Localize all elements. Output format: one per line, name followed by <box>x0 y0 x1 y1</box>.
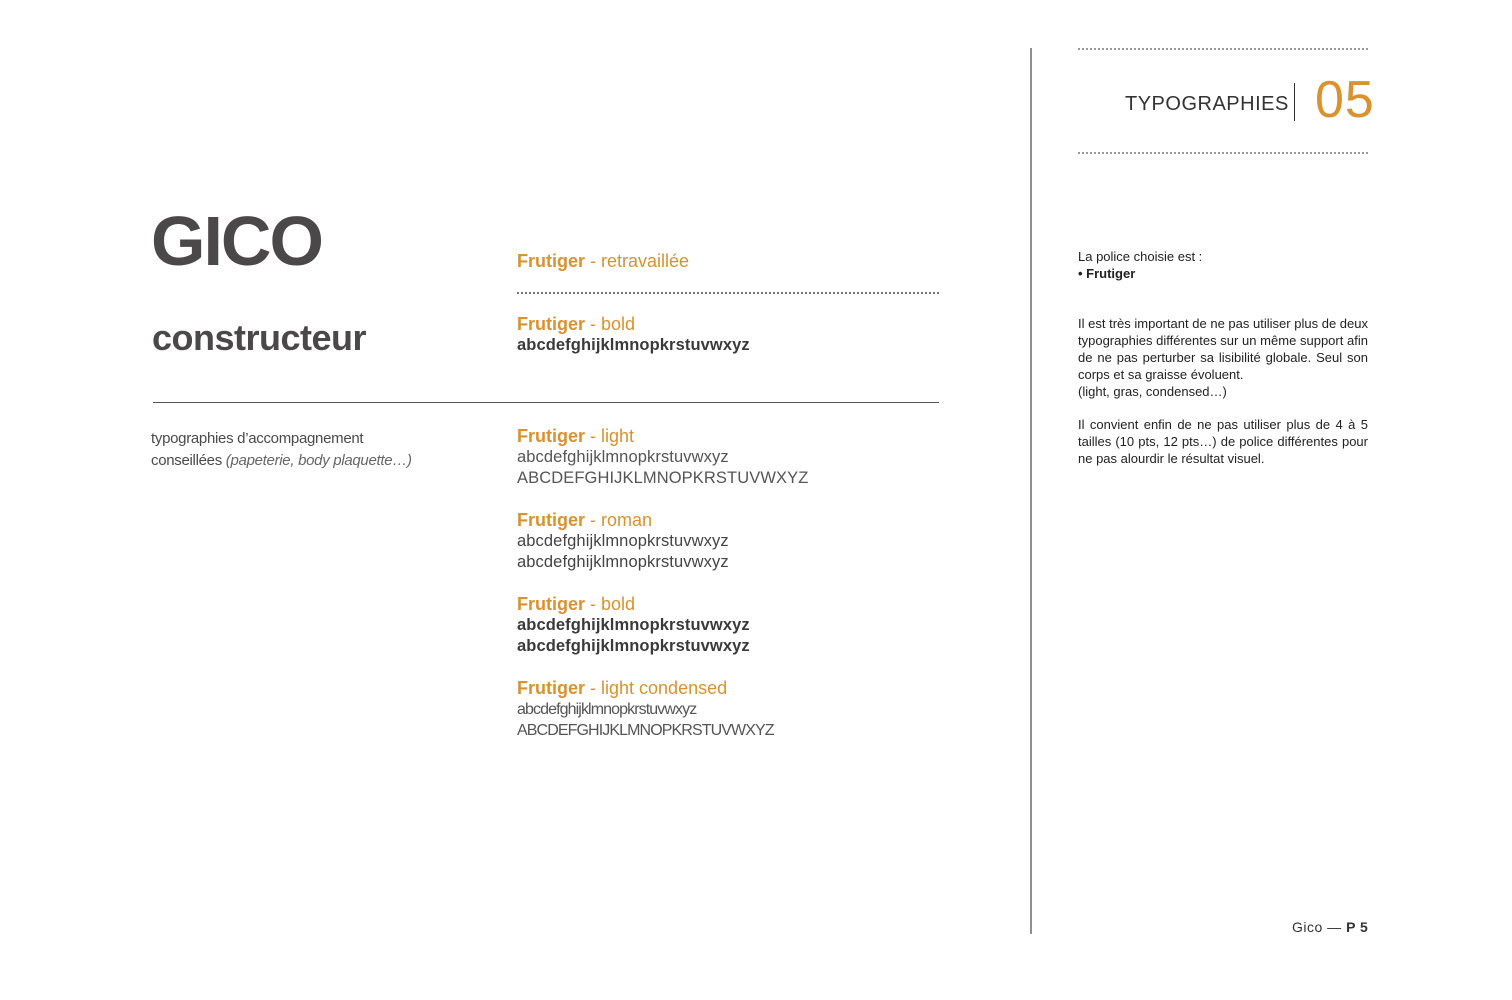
page-footer <box>1292 919 1368 935</box>
companion-line1: typographies d’accompagnement <box>151 430 364 447</box>
footer-name: Gico — <box>1292 919 1347 935</box>
sample-family: Frutiger <box>517 678 586 698</box>
sample-line: abcdefghijklmnopkrstuvwxyz <box>517 553 729 571</box>
sample-weight: - light condensed <box>585 678 728 698</box>
sample-line: abcdefghijklmnopkrstuvwxyz <box>517 448 729 466</box>
sample-bold <box>517 594 750 657</box>
sample-weight: - bold <box>585 594 636 614</box>
chosen-font-block <box>1078 248 1368 282</box>
usage-paragraph-2-text: Il convient enfin de ne pas utiliser plus de 4 à 5 tailles (10 pts, 12 pts…) de police différentes pour ne pas alourdir le résultat visuel. <box>1078 417 1368 466</box>
sample-weight: - bold <box>585 314 636 334</box>
sample-weight: - roman <box>585 510 653 530</box>
sample-heading <box>517 678 774 699</box>
usage-paragraph-1-text: Il est très important de ne pas utiliser plus de deux typographies différentes sur un même support afin de ne pas perturber sa lisibilité globale. Seul son corps et sa graisse évoluent. <box>1078 316 1368 382</box>
horizontal-divider <box>153 402 939 403</box>
sample-heading <box>517 314 750 335</box>
chosen-font-bullet: • Frutiger <box>1078 266 1136 281</box>
sample-bold-logo <box>517 314 750 356</box>
sample-heading <box>517 510 729 531</box>
sample-family: Frutiger <box>517 426 586 446</box>
header-dotted-rule-bottom <box>1078 152 1368 154</box>
usage-paragraph-2 <box>1078 416 1368 467</box>
sample-heading <box>517 251 689 272</box>
page-number: P 5 <box>1346 919 1369 935</box>
section-title: TYPOGRAPHIES <box>1125 93 1289 115</box>
companion-typography-label <box>151 428 412 472</box>
sample-family: Frutiger <box>517 314 586 334</box>
sample-heading <box>517 594 750 615</box>
sample-retravaillee <box>517 251 689 272</box>
vertical-divider <box>1030 48 1032 934</box>
sample-heading <box>517 426 808 447</box>
section-number: 05 <box>1315 71 1375 129</box>
section-separator <box>1294 83 1295 121</box>
header-dotted-rule-top <box>1078 48 1368 50</box>
sample-roman <box>517 510 729 573</box>
chosen-font-intro: La police choisie est : <box>1078 249 1203 264</box>
dotted-divider <box>517 292 939 294</box>
sample-weight: - light <box>585 426 635 446</box>
sample-line: abcdefghijklmnopkrstuvwxyz <box>517 616 750 634</box>
sample-line: abcdefghijklmnopkrstuvwxyz <box>517 701 697 718</box>
companion-line2-wrap <box>151 450 412 472</box>
brand-title: GICO <box>151 202 322 280</box>
usage-paragraph-1 <box>1078 315 1368 400</box>
companion-note: (papeterie, body plaquette…) <box>225 452 412 469</box>
usage-paragraph-1-note: (light, gras, condensed…) <box>1078 384 1227 399</box>
sample-line: abcdefghijklmnopkrstuvwxyz <box>517 336 750 354</box>
brand-subtitle: constructeur <box>152 317 367 358</box>
companion-line2: conseillées <box>151 452 222 469</box>
sample-line: ABCDEFGHIJKLMNOPKRSTUVWXYZ <box>517 722 774 739</box>
sample-family: Frutiger <box>517 510 586 530</box>
sample-light-condensed <box>517 678 774 741</box>
sample-light <box>517 426 808 489</box>
sample-family: Frutiger <box>517 594 586 614</box>
sample-line: abcdefghijklmnopkrstuvwxyz <box>517 637 750 655</box>
sample-family: Frutiger <box>517 251 586 271</box>
sample-weight: - retravaillée <box>585 251 690 271</box>
sample-line: ABCDEFGHIJKLMNOPKRSTUVWXYZ <box>517 469 809 487</box>
sample-line: abcdefghijklmnopkrstuvwxyz <box>517 532 729 550</box>
